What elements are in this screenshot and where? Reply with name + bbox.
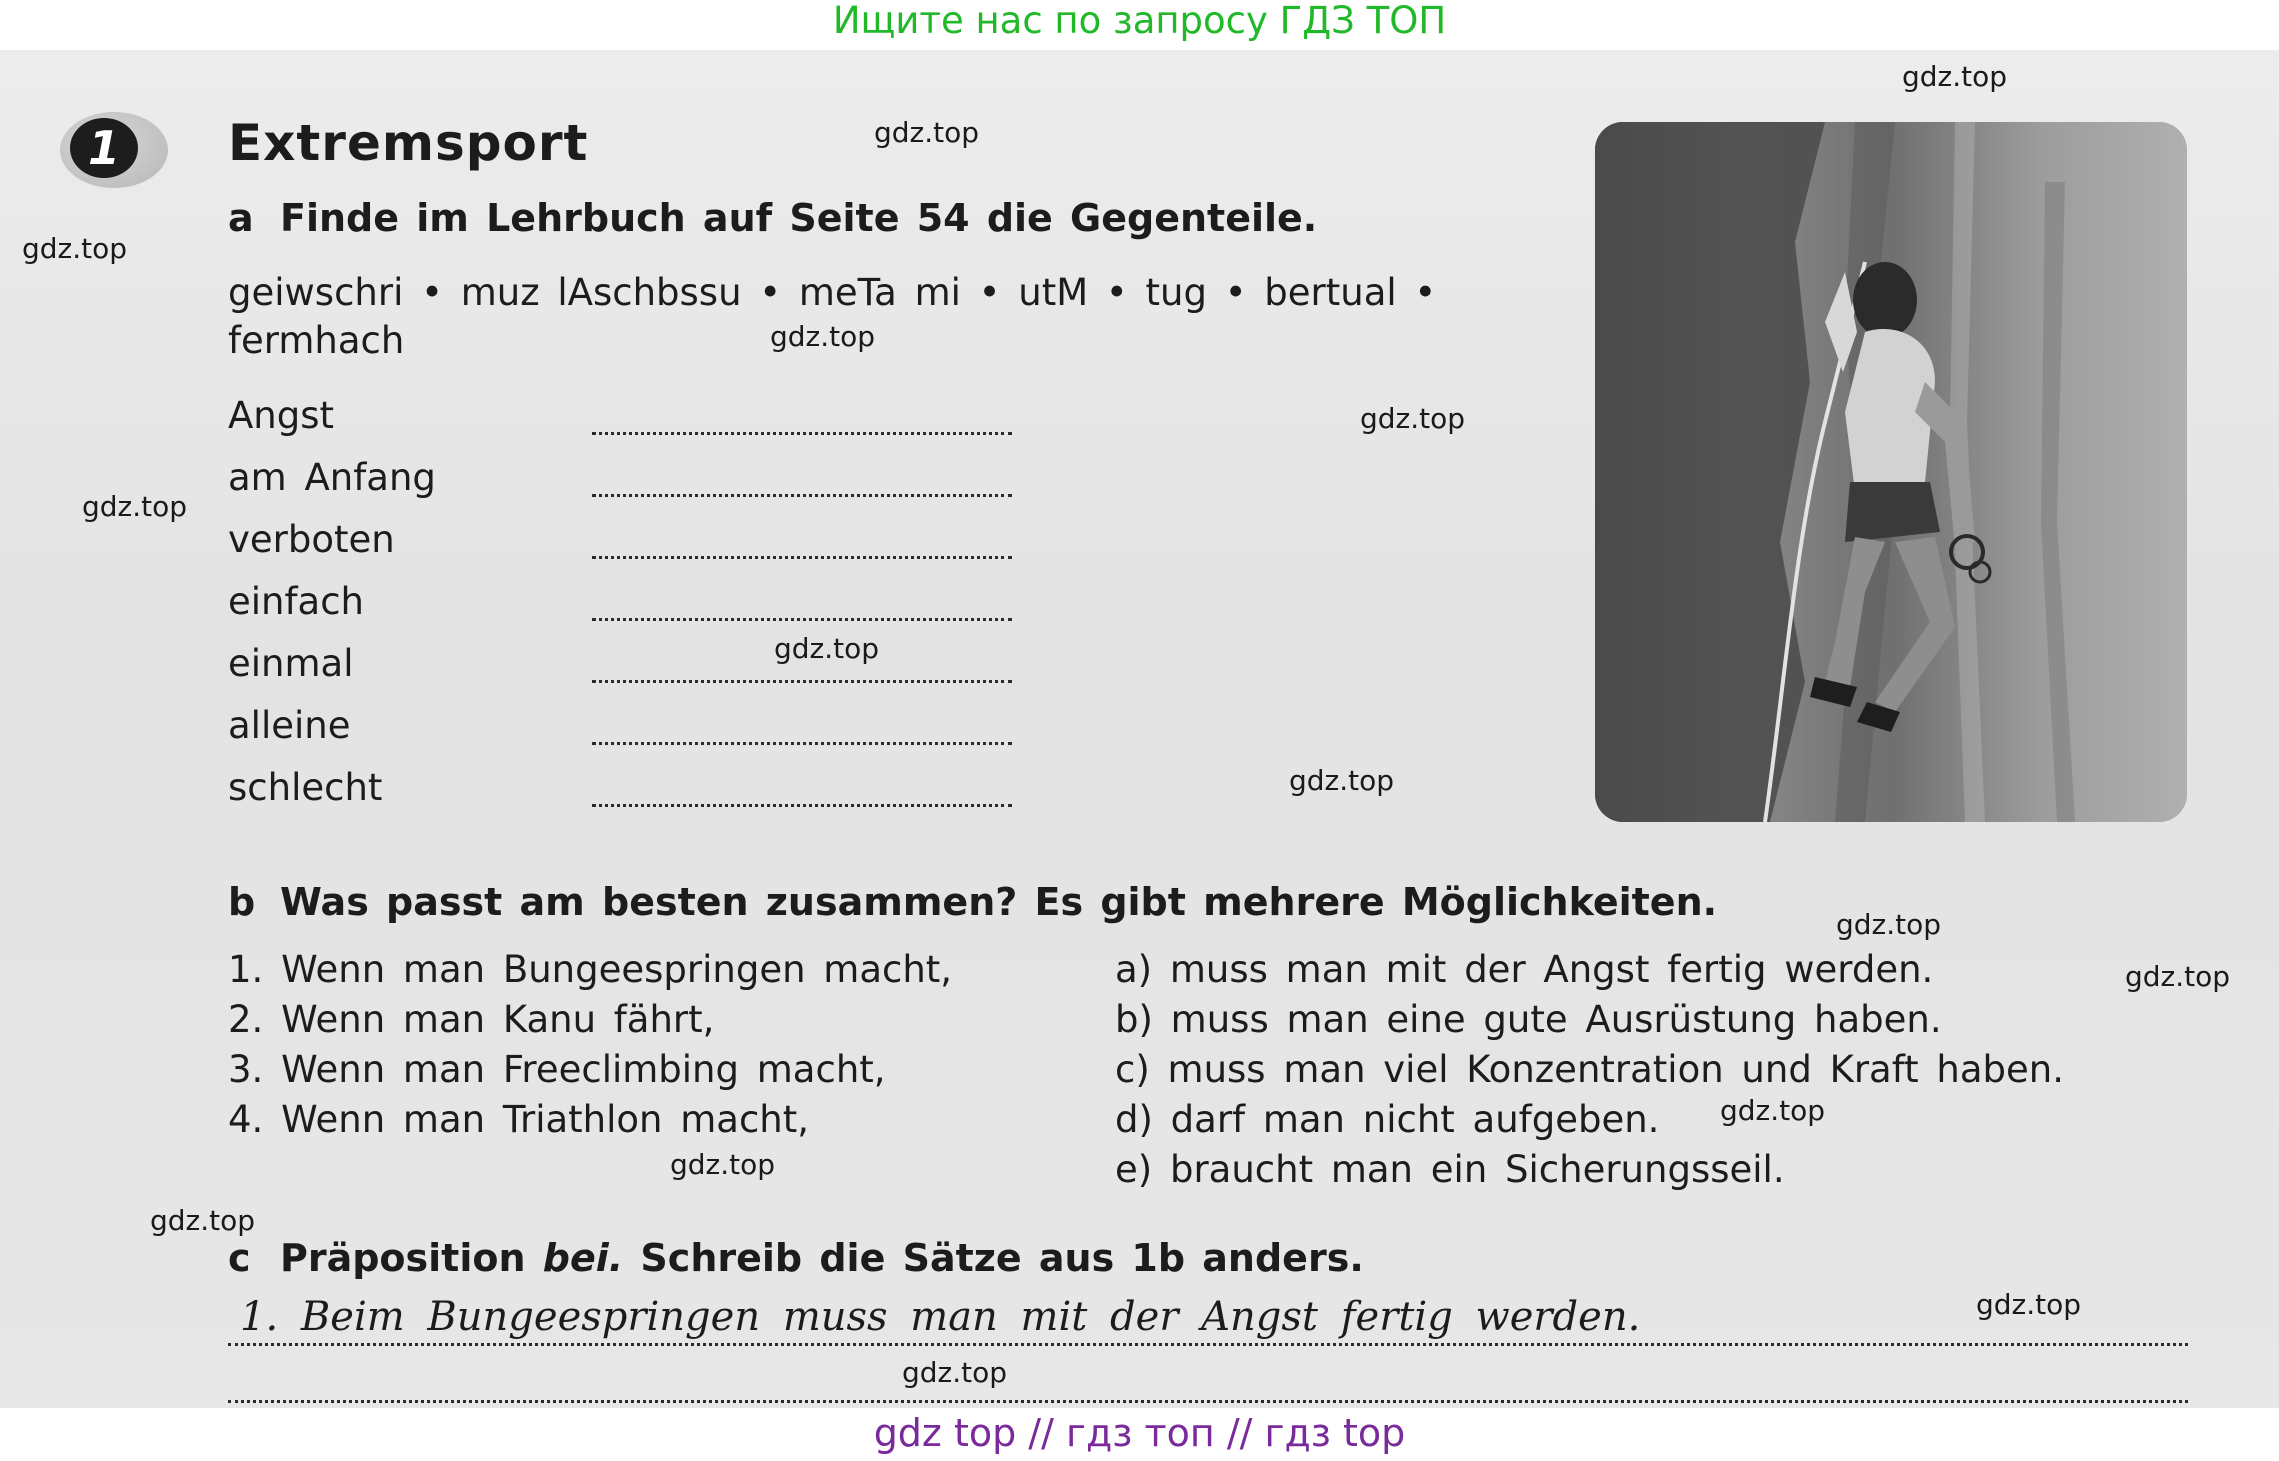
word-item: einfach: [228, 580, 364, 623]
watermark: gdz.top: [1360, 402, 1466, 435]
watermark: gdz.top: [1289, 764, 1395, 797]
task-b-instruction: [228, 880, 1717, 924]
watermark: gdz.top: [1836, 908, 1942, 941]
answer-blank[interactable]: [592, 556, 1012, 559]
bottom-banner: gdz top // гдз топ // гдз top: [0, 1408, 2279, 1461]
watermark: gdz.top: [82, 490, 188, 523]
watermark: gdz.top: [774, 632, 880, 665]
answer-blank[interactable]: [592, 804, 1012, 807]
word-item: Angst: [228, 394, 335, 437]
watermark: gdz.top: [1902, 60, 2008, 93]
sentence-end-item: e) braucht man ein Sicherungsseil.: [1115, 1148, 1785, 1191]
task-c-letter: c: [228, 1236, 251, 1280]
sentence-start-item: 3. Wenn man Freeclimbing macht,: [228, 1048, 886, 1091]
sentence-start-item: 4. Wenn man Triathlon macht,: [228, 1098, 810, 1141]
word-item: am Anfang: [228, 456, 436, 499]
writing-line[interactable]: [228, 1343, 2188, 1346]
sentence-start-item: 2. Wenn man Kanu fährt,: [228, 998, 715, 1041]
answer-blank[interactable]: [592, 742, 1012, 745]
word-item: schlecht: [228, 766, 383, 809]
exercise-number: 1: [70, 118, 138, 178]
word-item: verboten: [228, 518, 395, 561]
answer-blank[interactable]: [592, 494, 1012, 497]
writing-line[interactable]: [228, 1400, 2188, 1403]
word-item: alleine: [228, 704, 351, 747]
sentence-start-item: 1. Wenn man Bungeespringen macht,: [228, 948, 953, 991]
sentence-end-item: c) muss man viel Konzentration und Kraft haben.: [1115, 1048, 2064, 1091]
rock-climber-illustration: [1595, 122, 2187, 822]
scrambled-words-line2: fermhach: [228, 319, 405, 362]
watermark: gdz.top: [874, 116, 980, 149]
exercise-title: Extremsport: [228, 114, 589, 172]
task-a-text: Finde im Lehrbuch auf Seite 54 die Gegenteile.: [280, 196, 1318, 240]
watermark: gdz.top: [902, 1356, 1008, 1389]
handwritten-answer: 1. Beim Bungeespringen muss man mit der Angst fertig werden.: [240, 1294, 1641, 1340]
answer-blank[interactable]: [592, 432, 1012, 435]
watermark: gdz.top: [2125, 960, 2231, 993]
task-c-instruction: [228, 1236, 1364, 1280]
sentence-end-item: b) muss man eine gute Ausrüstung haben.: [1115, 998, 1942, 1041]
watermark: gdz.top: [770, 320, 876, 353]
task-c-text-pre: Präposition: [280, 1236, 543, 1280]
answer-blank[interactable]: [592, 618, 1012, 621]
answer-blank[interactable]: [592, 680, 1012, 683]
scrambled-words-line1: geiwschri • muz lAschbssu • meTa mi • utM • tug • bertual •: [228, 271, 1437, 314]
watermark: gdz.top: [1976, 1288, 2082, 1321]
task-b-letter: b: [228, 880, 256, 924]
sentence-end-item: a) muss man mit der Angst fertig werden.: [1115, 948, 1934, 991]
watermark: gdz.top: [150, 1204, 256, 1237]
watermark: gdz.top: [1720, 1094, 1826, 1127]
task-b-text: Was passt am besten zusammen? Es gibt mehrere Möglichkeiten.: [280, 880, 1718, 924]
sentence-end-item: d) darf man nicht aufgeben.: [1115, 1098, 1660, 1141]
rock-climber-photo: [1595, 122, 2187, 822]
task-c-text-em: bei.: [542, 1236, 624, 1280]
watermark: gdz.top: [670, 1148, 776, 1181]
task-a-instruction: [228, 196, 1317, 240]
task-a-letter: a: [228, 196, 254, 240]
watermark: gdz.top: [22, 232, 128, 265]
top-banner: Ищите нас по запросу ГДЗ ТОП: [832, 0, 1447, 42]
task-c-text-post: Schreib die Sätze aus 1b anders.: [623, 1236, 1364, 1280]
word-item: einmal: [228, 642, 354, 685]
